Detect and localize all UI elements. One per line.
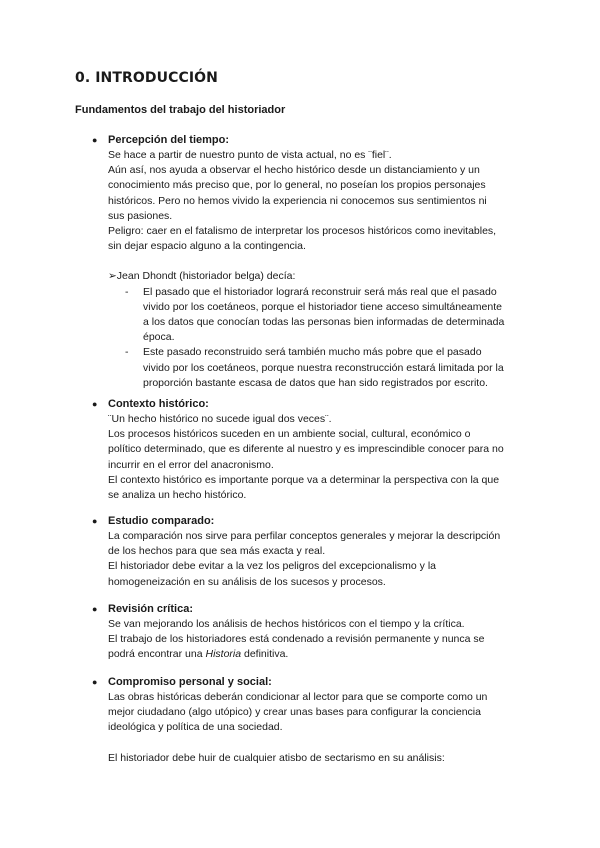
bullet-icon: ● bbox=[92, 135, 98, 145]
text-line: vivido por los coetáneos, porque el historiador tiene acceso simultáneamente bbox=[143, 300, 502, 313]
text-line: mejor ciudadano (algo utópico) y crear unas bases para configurar la conciencia bbox=[108, 706, 481, 719]
section-body bbox=[108, 529, 528, 590]
text-line: político determinado, que es diferente al nuestro y es imprescindible conocer para no bbox=[108, 443, 504, 456]
text-line: El contexto histórico es importante porque va a determinar la perspectiva con la que bbox=[108, 473, 500, 486]
text-line: El historiador debe evitar a la vez los peligros del excepcionalismo y la bbox=[108, 560, 437, 573]
dash-marker: - bbox=[125, 346, 129, 359]
text-line: de los hechos para que sea más exacta y real. bbox=[108, 545, 326, 558]
text-line: proporción bastante escasa de datos que han sido registrados por escrito. bbox=[143, 376, 488, 389]
text-line: Peligro: caer en el fatalismo de interpretar los procesos históricos como inevitables, bbox=[108, 225, 497, 238]
text-line: época. bbox=[143, 331, 175, 344]
list-item bbox=[125, 345, 528, 391]
section-title: Percepción del tiempo: bbox=[108, 134, 230, 146]
text-line: Los procesos históricos suceden en un ambiente social, cultural, económico o bbox=[108, 428, 471, 441]
text-line bbox=[108, 647, 528, 662]
section-title: Compromiso personal y social: bbox=[108, 676, 272, 688]
text-fragment: definitiva. bbox=[241, 648, 289, 661]
text-line: históricos. Pero no hemos vivido la experiencia ni conocemos sus sentimientos ni bbox=[108, 194, 487, 207]
text-line: El trabajo de los historiadores está condenado a revisión permanente y nunca se bbox=[108, 633, 485, 646]
section-body bbox=[108, 617, 528, 663]
bullet-icon: ● bbox=[92, 399, 98, 409]
text-line: vivido por los coetáneos, porque nuestra reconstrucción estará limitada por la bbox=[143, 361, 504, 374]
text-line: El pasado que el historiador logrará reconstruir será más real que el pasado bbox=[143, 285, 497, 298]
page-title: 0. INTRODUCCIÓN bbox=[75, 70, 218, 86]
quote-lead: ➢Jean Dhondt (historiador belga) decía: bbox=[108, 270, 296, 283]
text-line: ¨Un hecho histórico no sucede igual dos veces¨. bbox=[108, 413, 332, 425]
quote-block bbox=[92, 269, 528, 391]
section-body bbox=[108, 690, 528, 766]
text-line: Las obras históricas deberán condicionar al lector para que se comporte como un bbox=[108, 691, 488, 703]
section-title: Revisión crítica: bbox=[108, 603, 193, 615]
text-line: Se van mejorando los análisis de hechos históricos con el tiempo y la crítica. bbox=[108, 618, 465, 630]
section-title: Estudio comparado: bbox=[108, 515, 215, 527]
section-estudio bbox=[92, 514, 528, 590]
bullet-icon: ● bbox=[92, 516, 98, 526]
text-line: sin dejar espacio alguno a la contingencia. bbox=[108, 240, 306, 253]
text-line: conocimiento más preciso que, por lo general, no poseían los propios personajes bbox=[108, 179, 486, 192]
text-line: El historiador debe huir de cualquier atisbo de sectarismo en su análisis: bbox=[108, 751, 445, 764]
text-line: Aún así, nos ayuda a observar el hecho histórico desde un distanciamiento y un bbox=[108, 164, 480, 177]
text-line: homogeneización en su análisis de los sucesos y procesos. bbox=[108, 575, 386, 588]
text-fragment: podrá encontrar una bbox=[108, 648, 206, 661]
section-percepcion bbox=[92, 133, 528, 391]
text-line: La comparación nos sirve para perfilar conceptos generales y mejorar la descripción bbox=[108, 530, 501, 542]
bullet-icon: ● bbox=[92, 677, 98, 687]
section-subheading: Fundamentos del trabajo del historiador bbox=[75, 104, 286, 116]
section-revision bbox=[92, 602, 528, 663]
section-body bbox=[108, 148, 528, 254]
text-line: a los datos que conocían todas las personas bien informadas de determinada bbox=[143, 316, 505, 329]
dash-marker: - bbox=[125, 285, 129, 298]
text-line: incurrir en el error del anacronismo. bbox=[108, 458, 274, 471]
text-line: Se hace a partir de nuestro punto de vista actual, no es ¨fiel¨. bbox=[108, 149, 392, 161]
italic-term: Historia bbox=[205, 648, 242, 661]
text-line: se analiza un hecho histórico. bbox=[108, 489, 247, 502]
text-line: Este pasado reconstruido será también mucho más pobre que el pasado bbox=[143, 346, 482, 359]
section-compromiso bbox=[92, 675, 528, 766]
text-line: sus pasiones. bbox=[108, 209, 173, 222]
section-body bbox=[108, 412, 528, 503]
bullet-icon: ● bbox=[92, 604, 98, 614]
text-line: ideológica y política de una sociedad. bbox=[108, 721, 283, 734]
list-item bbox=[125, 285, 528, 346]
section-title: Contexto histórico: bbox=[108, 398, 209, 410]
section-contexto bbox=[92, 397, 528, 503]
